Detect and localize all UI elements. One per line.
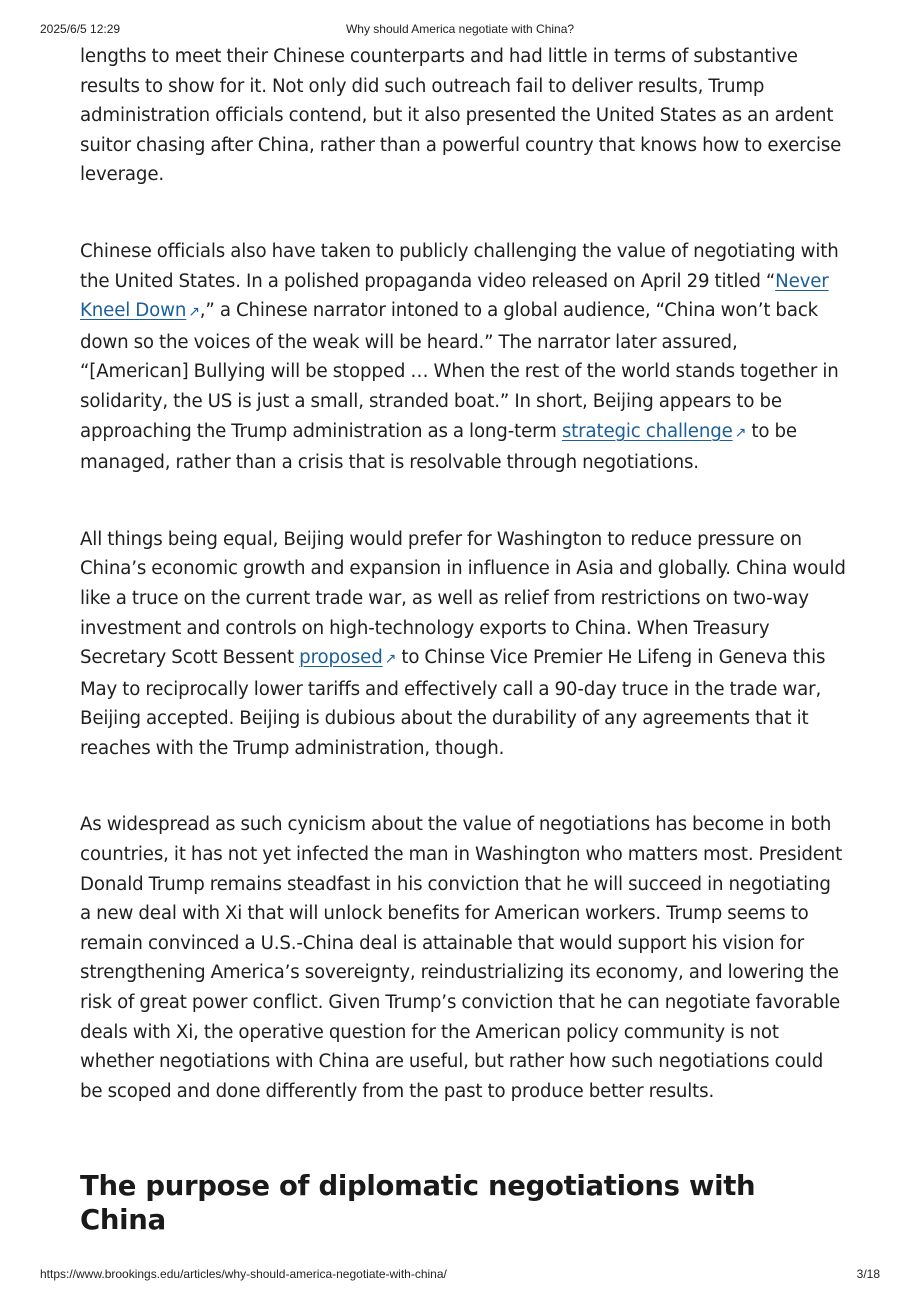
paragraph-3-text-1: All things being equal, Beijing would prefer for Washington to reduce pressure on China’s economic growth and expansion in influence in Asia and globally. China would like a truce on the current trade war, as well as relief from restrictions on two-way investment and controls on high-technology exports to China. When Treasury Secretary Scott Bessent xyxy=(80,528,846,669)
strategic-challenge-link[interactable] xyxy=(562,421,746,442)
print-doc-title: Why should America negotiate with China? xyxy=(345,22,575,36)
section-heading: The purpose of diplomatic negotiations with China xyxy=(80,1170,756,1237)
proposed-link-text: proposed xyxy=(299,647,383,669)
external-link-icon: ↗ xyxy=(384,651,397,668)
paragraph-3-text-2: to Chinse Vice Premier He Lifeng in Geneva this May to reciprocally lower tariffs and effectively call a 90-day truce in the trade war, Beijing accepted. Beijing is dubious about the durability of any agreements that it reaches with the Trump administration, though. xyxy=(80,647,826,759)
print-header xyxy=(40,22,880,38)
paragraph-2 xyxy=(80,237,846,478)
paragraph-4 xyxy=(80,810,846,1106)
proposed-link[interactable] xyxy=(299,647,396,668)
article-body xyxy=(80,42,846,1237)
paragraph-1 xyxy=(80,42,846,190)
paragraph-3 xyxy=(80,525,846,764)
print-page-number: 3/18 xyxy=(856,1267,880,1281)
print-page-url: https://www.brookings.edu/articles/why-should-america-negotiate-with-china/ xyxy=(40,1267,447,1281)
print-datetime: 2025/6/5 12:29 xyxy=(40,22,121,36)
paragraph-2-text-1: Chinese officials also have taken to publicly challenging the value of negotiating with the United States. In a polished propaganda video released on April 29 titled “ xyxy=(80,240,839,292)
never-kneel-down-link-text: Never Kneel Down xyxy=(80,270,829,322)
external-link-icon: ↗ xyxy=(188,304,200,321)
paragraph-4-text: As widespread as such cynicism about the value of negotiations has become in both countries, it has not yet infected the man in Washington who matters most. President Donald Trump remains steadfast in his conviction that he will succeed in negotiating a new deal with Xi that will unlock benefits for American workers. Trump seems to remain convinced a U.S.-China deal is attainable that would support his vision for strengthening America’s sovereignty, reindustrializing its economy, and lowering the risk of great power conflict. Given Trump’s conviction that he can negotiate favorable deals with Xi, the operative question for the American policy community is not whether negotiations with China are useful, but rather how such negotiations could be scoped and done differently from the past to produce better results. xyxy=(80,814,843,1102)
print-footer xyxy=(40,1267,880,1283)
paragraph-1-text: lengths to meet their Chinese counterparts and had little in terms of substantive results to show for it. Not only did such outreach fail to deliver results, Trump administration officials contend, but it also presented the United States as an ardent suitor chasing after China, rather than a powerful country that knows how to exercise leverage. xyxy=(80,46,842,186)
paragraph-2-text-2: ,” a Chinese narrator intoned to a global audience, “China won’t back down so the voices of the weak will be heard.” The narrator later assured, “[American] Bullying will be stopped … When the rest of the world stands together in solidarity, the US is just a small, stranded boat.” In short, Beijing appears to be approaching the Trump administration as a long-term xyxy=(80,300,839,442)
paragraph-2-text-3: to be managed, rather than a crisis that is resolvable through negotiations. xyxy=(80,420,797,474)
external-link-icon: ↗ xyxy=(734,424,747,441)
strategic-challenge-link-text: strategic challenge xyxy=(561,420,733,442)
